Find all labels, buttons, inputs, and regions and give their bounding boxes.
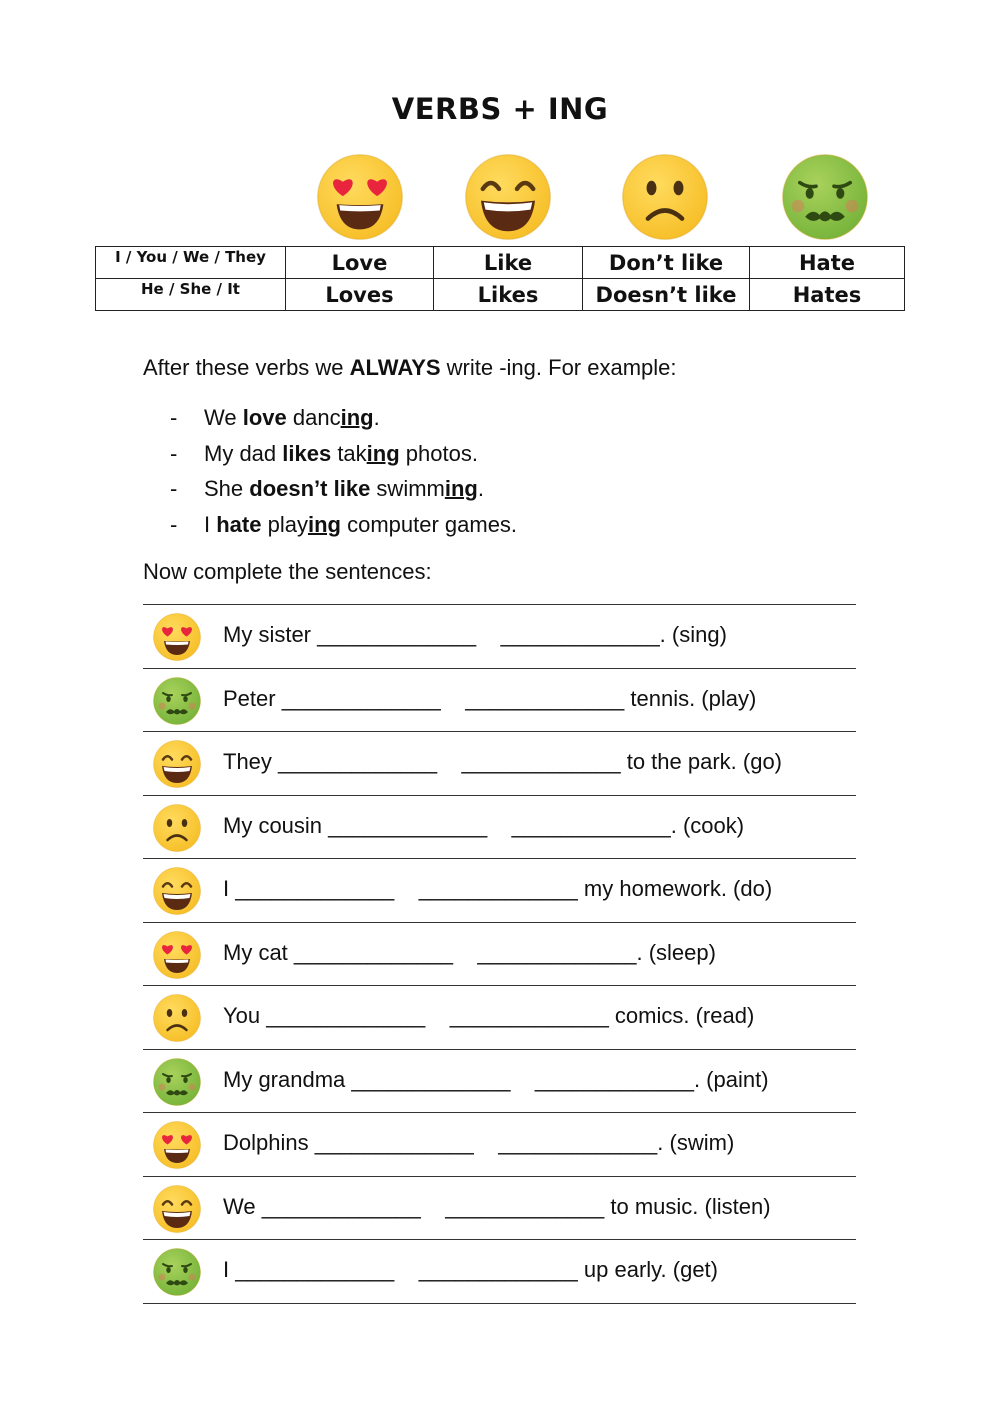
exercise-row [143, 1240, 856, 1304]
list-dash: - [170, 476, 178, 501]
sentence-text[interactable]: My sister _____________ _____________. (sing) [223, 622, 727, 647]
verb-table-row-singular [96, 279, 905, 311]
exercise-row [143, 796, 856, 860]
emoji-header-row [0, 152, 1000, 244]
exercise-row [143, 1177, 856, 1241]
verb-cell-like: Like [434, 247, 583, 279]
nauseated-emoji-icon [780, 152, 870, 242]
frowning-emoji-icon [620, 152, 710, 242]
example-verb: hate [216, 511, 262, 537]
list-dash: - [170, 440, 178, 466]
pronoun-cell: He / She / It [96, 279, 286, 311]
example-text: I [204, 511, 217, 537]
intro-after: write -ing. For example: [440, 355, 677, 380]
heart-eyes-emoji-icon [315, 152, 405, 242]
verb-cell-dont-like: Don’t like [583, 247, 750, 279]
nauseated-emoji-icon [152, 676, 202, 726]
example-ing: ing [444, 476, 478, 501]
exercise-row [143, 859, 856, 923]
sentence-text[interactable]: I _____________ _____________ my homework. (do) [223, 876, 773, 901]
nauseated-emoji-icon [152, 1247, 202, 1297]
example-text: . [477, 476, 484, 501]
frowning-emoji-icon [152, 993, 202, 1043]
example-text: . [373, 405, 380, 430]
verb-table-row-plural [96, 247, 905, 279]
example-text: We [204, 405, 243, 430]
grinning-emoji-icon [152, 739, 202, 789]
sentence-text[interactable]: We _____________ _____________ to music. (listen) [223, 1193, 771, 1219]
grinning-emoji-icon [463, 152, 553, 242]
example-text: computer games. [340, 511, 518, 537]
intro-before: After these verbs we [143, 355, 350, 380]
sentence-text[interactable]: You _____________ _____________ comics. (read) [223, 1003, 755, 1028]
exercise-row [143, 923, 856, 987]
nauseated-emoji-icon [152, 1057, 202, 1107]
sentence-text[interactable]: Dolphins _____________ _____________. (swim) [223, 1130, 735, 1155]
example-text: danc [286, 405, 341, 430]
example-ing: ing [307, 511, 341, 537]
exercise-row [143, 669, 856, 733]
example-text: tak [331, 440, 367, 466]
verb-cell-loves: Loves [286, 279, 434, 311]
grinning-emoji-icon [152, 866, 202, 916]
example-ing: ing [340, 405, 374, 430]
sentence-text[interactable]: My cousin _____________ _____________. (cook) [223, 812, 745, 838]
verb-cell-love: Love [286, 247, 434, 279]
exercise-row [143, 1050, 856, 1114]
example-list [170, 403, 517, 545]
pronoun-cell: I / You / We / They [96, 247, 286, 279]
intro-bold: ALWAYS [349, 355, 441, 380]
heart-eyes-emoji-icon [152, 1120, 202, 1170]
example-verb: likes [282, 440, 332, 466]
instruction-text: Now complete the sentences: [143, 559, 432, 584]
example-item [170, 510, 517, 546]
example-verb: love [242, 405, 287, 430]
example-item [170, 474, 517, 510]
exercise-row [143, 986, 856, 1050]
example-text: She [204, 476, 250, 501]
example-ing: ing [366, 440, 400, 466]
example-text: photos. [399, 440, 478, 466]
verb-cell-hate: Hate [750, 247, 905, 279]
heart-eyes-emoji-icon [152, 612, 202, 662]
example-item [170, 439, 517, 475]
verb-table [95, 246, 905, 311]
exercise-row [143, 732, 856, 796]
page-title: VERBS + ING [391, 92, 609, 126]
intro-text [143, 355, 677, 381]
example-text: swimm [370, 476, 445, 501]
frowning-emoji-icon [152, 803, 202, 853]
sentence-text[interactable]: My grandma _____________ _____________. (paint) [223, 1066, 769, 1092]
list-dash: - [170, 511, 178, 537]
verb-cell-hates: Hates [750, 279, 905, 311]
sentence-text[interactable]: Peter _____________ _____________ tennis. (play) [223, 685, 757, 711]
sentence-text[interactable]: They _____________ _____________ to the park. (go) [223, 749, 783, 774]
sentence-text[interactable]: I _____________ _____________ up early. (get) [223, 1257, 718, 1282]
exercise-list [143, 604, 856, 1304]
example-text: play [261, 511, 308, 537]
example-text: My dad [204, 440, 283, 466]
heart-eyes-emoji-icon [152, 930, 202, 980]
list-dash: - [170, 405, 178, 430]
verb-cell-likes: Likes [434, 279, 583, 311]
grinning-emoji-icon [152, 1184, 202, 1234]
verb-cell-doesnt-like: Doesn’t like [583, 279, 750, 311]
exercise-row [143, 605, 856, 669]
example-verb: doesn’t like [249, 476, 371, 501]
sentence-text[interactable]: My cat _____________ _____________. (sleep) [223, 939, 716, 965]
exercise-row [143, 1113, 856, 1177]
example-item [170, 403, 517, 439]
